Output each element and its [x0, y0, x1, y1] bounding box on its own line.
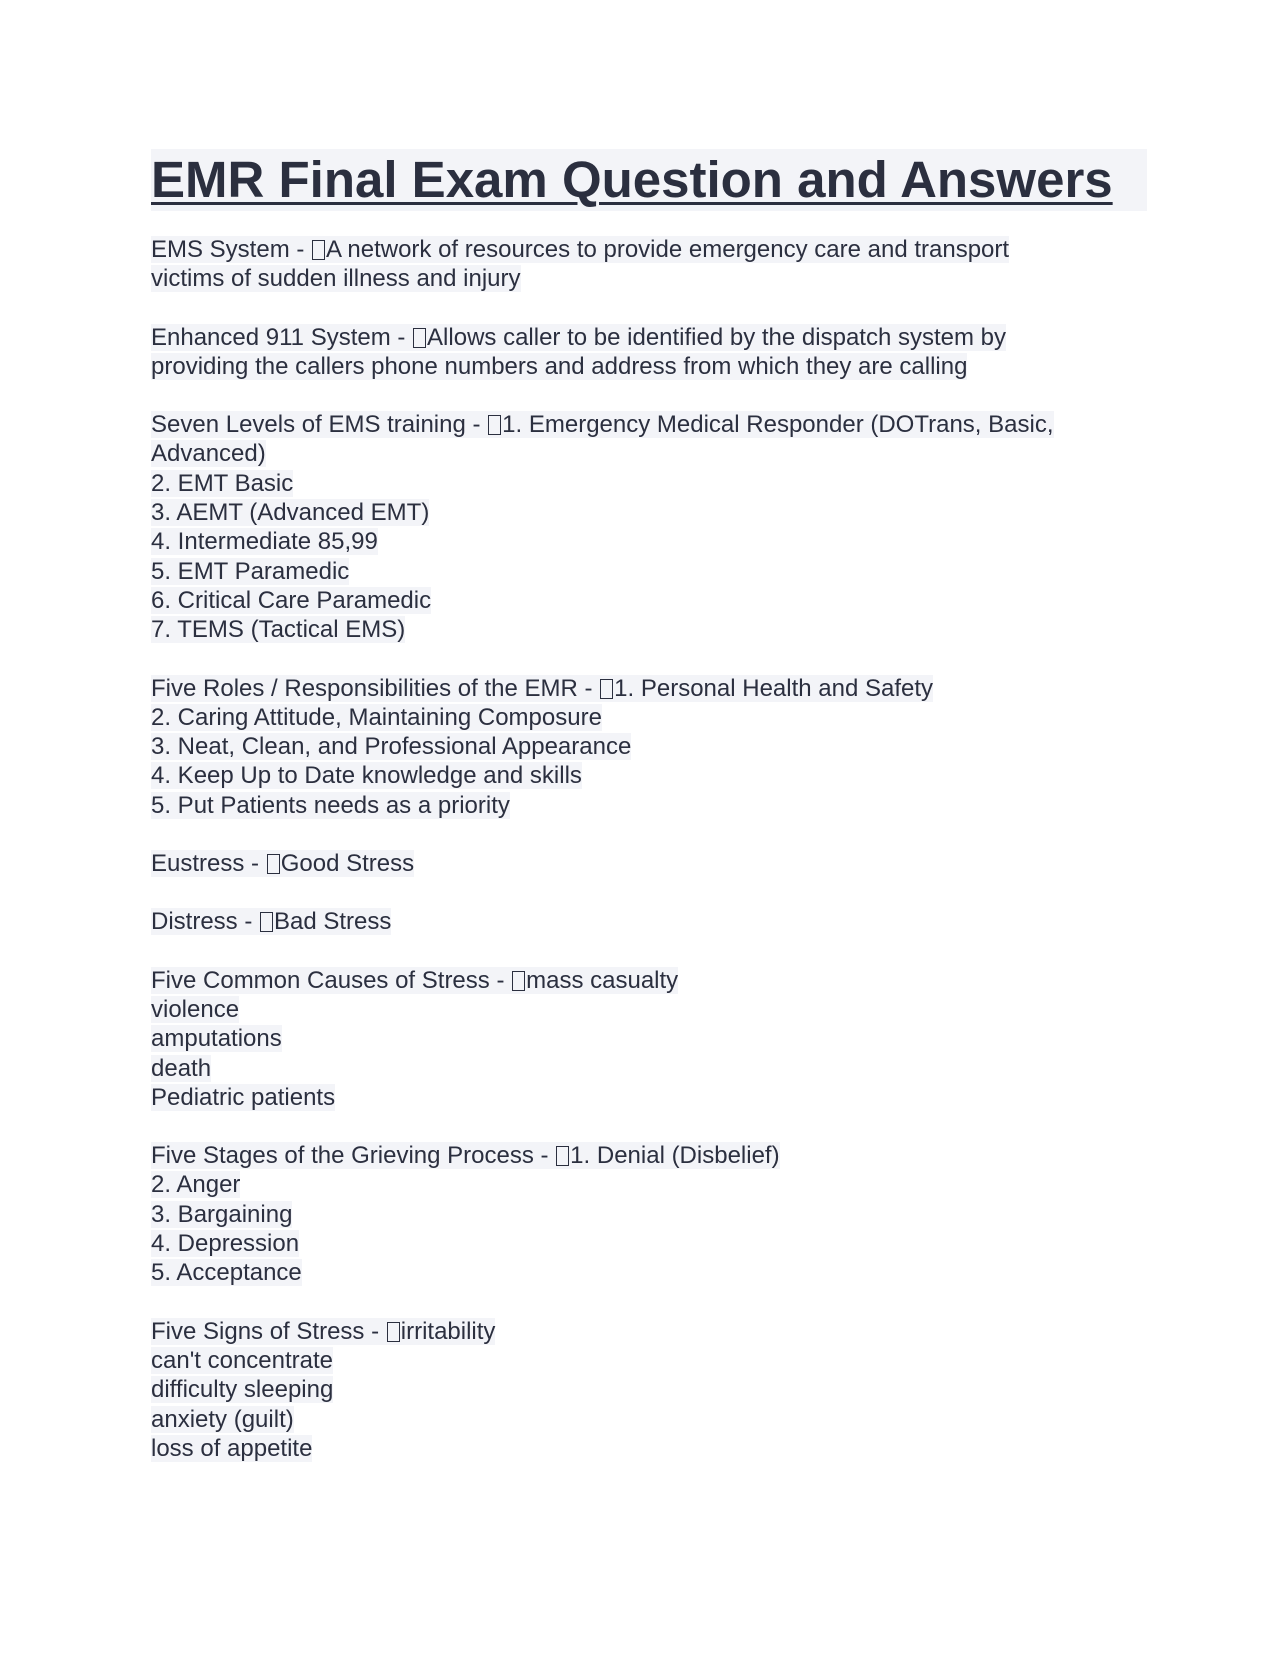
qa-first-line-text: [151, 411, 1054, 438]
missing-glyph-icon: [267, 854, 280, 874]
qa-term: Enhanced 911 System -: [151, 323, 413, 351]
qa-answer-line: [151, 1229, 1133, 1258]
qa-entry: [151, 235, 1133, 294]
qa-answer-line-text: anxiety (guilt): [151, 1405, 294, 1433]
qa-answer-line: [151, 557, 1133, 586]
qa-answer: Bad Stress: [274, 908, 392, 936]
qa-answer: 1. Emergency Medical Responder (DOTrans, Basic,: [502, 411, 1054, 439]
qa-answer-line-text: 6. Critical Care Paramedic: [151, 586, 432, 614]
qa-answer-line-text: 4. Keep Up to Date knowledge and skills: [151, 762, 582, 790]
qa-entry: [151, 907, 1133, 936]
qa-first-line-text: [151, 850, 414, 877]
qa-entry: [151, 1317, 1133, 1463]
qa-answer-line: [151, 1375, 1133, 1404]
qa-term: EMS System -: [151, 236, 312, 263]
qa-answer-line: [151, 1170, 1133, 1199]
missing-glyph-icon: [600, 679, 613, 699]
qa-answer-line: [151, 527, 1133, 556]
qa-entry: [151, 1141, 1133, 1287]
qa-answer-line-text: death: [151, 1054, 212, 1082]
qa-answer-line-text: 3. Bargaining: [151, 1200, 293, 1228]
missing-glyph-icon: [512, 971, 525, 991]
qa-answer-line-text: providing the callers phone numbers and address from which they are calling: [151, 352, 968, 380]
qa-answer-line: [151, 352, 1133, 381]
missing-glyph-icon: [260, 912, 273, 932]
qa-first-line: [151, 966, 1133, 995]
qa-answer-line: [151, 439, 1133, 468]
qa-first-line: [151, 849, 1133, 878]
qa-answer-line-text: 2. EMT Basic: [151, 469, 294, 497]
qa-answer-line-text: 7. TEMS (Tactical EMS): [151, 616, 406, 644]
qa-answer: 1. Personal Health and Safety: [614, 674, 934, 702]
qa-answer-line: [151, 1434, 1133, 1463]
qa-answer: Allows caller to be identified by the dispatch system by: [427, 323, 1006, 351]
missing-glyph-icon: [556, 1146, 569, 1166]
qa-answer-line-text: 5. Acceptance: [151, 1259, 302, 1287]
missing-glyph-icon: [387, 1322, 400, 1342]
qa-first-line: [151, 907, 1133, 936]
qa-answer-line: [151, 1054, 1133, 1083]
qa-list: [151, 235, 1133, 1463]
missing-glyph-icon: [413, 328, 426, 348]
qa-answer-line-text: 3. Neat, Clean, and Professional Appearance: [151, 733, 632, 761]
document-page: [151, 149, 1133, 1492]
qa-answer: 1. Denial (Disbelief): [570, 1142, 780, 1170]
page-title: EMR Final Exam Question and Answers: [151, 151, 1113, 208]
qa-answer-line: [151, 1346, 1133, 1375]
qa-first-line-text: [151, 236, 1009, 263]
qa-entry: [151, 674, 1133, 820]
qa-answer-line-text: 4. Depression: [151, 1230, 300, 1258]
qa-first-line: [151, 1317, 1133, 1346]
qa-answer: irritability: [400, 1317, 496, 1345]
qa-first-line-text: [151, 908, 391, 935]
qa-answer-line-text: 2. Anger: [151, 1171, 241, 1199]
qa-term: Distress -: [151, 908, 259, 936]
qa-first-line: [151, 410, 1133, 439]
qa-entry: [151, 410, 1133, 644]
qa-first-line: [151, 674, 1133, 703]
qa-entry: [151, 966, 1133, 1112]
qa-term: Five Roles / Responsibilities of the EMR -: [151, 674, 600, 702]
qa-term: Five Stages of the Grieving Process -: [151, 1142, 556, 1170]
qa-answer-line-text: loss of appetite: [151, 1434, 313, 1462]
qa-answer: mass casualty: [526, 966, 679, 994]
qa-answer: Good Stress: [280, 850, 415, 878]
qa-first-line-text: [151, 967, 678, 994]
qa-answer-line: [151, 469, 1133, 498]
qa-answer-line: [151, 995, 1133, 1024]
qa-term: Eustress -: [151, 850, 266, 878]
qa-answer-line: [151, 1024, 1133, 1053]
qa-answer-line-text: violence: [151, 995, 240, 1023]
qa-answer-line: [151, 586, 1133, 615]
qa-entry: [151, 323, 1133, 382]
qa-first-line-text: [151, 324, 1006, 351]
qa-answer-line-text: 5. EMT Paramedic: [151, 557, 350, 585]
qa-first-line: [151, 323, 1133, 352]
qa-answer-line: [151, 615, 1133, 644]
qa-answer: A network of resources to provide emergency care and transport: [326, 236, 1010, 263]
qa-answer-line: [151, 1405, 1133, 1434]
qa-answer-line-text: 2. Caring Attitude, Maintaining Composure: [151, 703, 602, 731]
missing-glyph-icon: [312, 240, 325, 260]
qa-answer-line-text: Advanced): [151, 440, 266, 468]
qa-first-line-text: [151, 1142, 780, 1169]
qa-answer-line: [151, 1083, 1133, 1112]
qa-answer-line: [151, 1200, 1133, 1229]
qa-term: Seven Levels of EMS training -: [151, 411, 488, 439]
qa-answer-line-text: amputations: [151, 1025, 282, 1053]
qa-answer-line: [151, 761, 1133, 790]
qa-answer-line-text: Pediatric patients: [151, 1083, 336, 1111]
qa-answer-line: [151, 264, 1133, 293]
qa-answer-line: [151, 791, 1133, 820]
qa-term: Five Signs of Stress -: [151, 1317, 386, 1345]
qa-entry: [151, 849, 1133, 878]
qa-answer-line-text: 3. AEMT (Advanced EMT): [151, 499, 430, 527]
qa-answer-line-text: difficulty sleeping: [151, 1376, 334, 1404]
qa-answer-line-text: can't concentrate: [151, 1346, 334, 1374]
qa-answer-line: [151, 1258, 1133, 1287]
qa-term: Five Common Causes of Stress -: [151, 966, 512, 994]
missing-glyph-icon: [488, 415, 501, 435]
qa-first-line-text: [151, 675, 933, 702]
qa-first-line: [151, 1141, 1133, 1170]
qa-first-line-text: [151, 1318, 495, 1345]
title-block: [151, 149, 1147, 211]
qa-answer-line: [151, 732, 1133, 761]
qa-answer-line-text: 4. Intermediate 85,99: [151, 528, 378, 556]
qa-answer-line-text: 5. Put Patients needs as a priority: [151, 791, 510, 819]
qa-first-line: [151, 235, 1133, 264]
qa-answer-line: [151, 498, 1133, 527]
qa-answer-line-text: victims of sudden illness and injury: [151, 265, 521, 293]
qa-answer-line: [151, 703, 1133, 732]
